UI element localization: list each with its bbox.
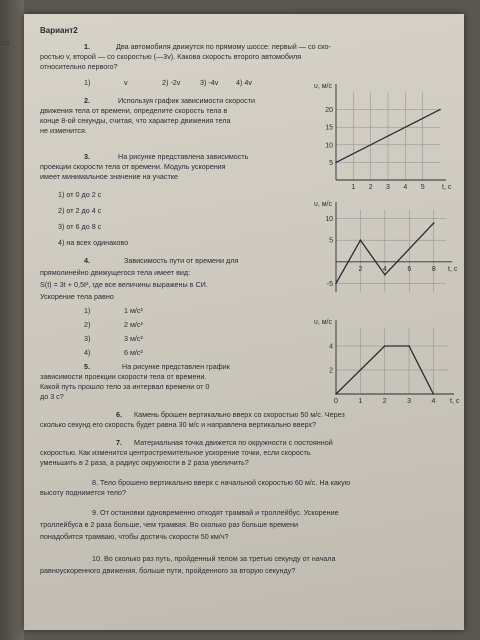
y-tick-label: 15 bbox=[325, 124, 333, 132]
question-number: 6. bbox=[116, 410, 122, 419]
question-text: высоту поднимется тело? bbox=[40, 488, 127, 497]
answer-option: 3) от 6 до 8 с bbox=[58, 222, 102, 231]
y-tick-label: 4 bbox=[329, 343, 333, 351]
desk-background-left bbox=[0, 0, 24, 640]
question-text: Используя график зависимости скорости bbox=[118, 96, 256, 105]
question-text: уменьшить в 2 раза, а радиус окружности в 2 раза увеличить? bbox=[40, 458, 249, 467]
y-axis-label: υ, м/с bbox=[314, 83, 332, 90]
question-text: движения тела от времени, определите скорость тела в bbox=[40, 106, 228, 115]
x-tick-label: 3 bbox=[386, 184, 390, 191]
neighbor-page-snippet: со bbox=[2, 40, 10, 47]
answer-option: 1 м/с² bbox=[124, 306, 143, 315]
answer-option: 1) от 0 до 2 с bbox=[58, 190, 102, 199]
y-tick-label: 5 bbox=[329, 159, 333, 167]
x-axis-label: t, c bbox=[442, 184, 452, 191]
x-tick-label: 0 bbox=[334, 398, 338, 404]
question-text: 9. От остановки одновременно отходят трамвай и троллейбус. Ускорение bbox=[92, 508, 339, 517]
y-tick-label: 10 bbox=[325, 216, 333, 224]
x-tick-label: 2 bbox=[358, 265, 363, 273]
x-tick-label: 8 bbox=[431, 265, 436, 273]
x-tick-label: 1 bbox=[358, 398, 363, 404]
answer-option: 6 м/с² bbox=[124, 348, 143, 357]
answer-option: 3) bbox=[84, 334, 91, 343]
question-number: 3. bbox=[84, 152, 90, 161]
question-text: Камень брошен вертикально вверх со скоростью 50 м/с. Через bbox=[134, 410, 345, 419]
answer-option: 4) на всех одинаково bbox=[58, 238, 129, 247]
question-text: На рисунке представлен график bbox=[122, 362, 230, 371]
question-text: Какой путь прошло тело за интервал времени от 0 bbox=[40, 382, 210, 391]
question-text: 10. Во сколько раз путь, пройденный телом за третью секунду от начала bbox=[92, 554, 336, 563]
question-text: зависимости проекции скорости тела от времени. bbox=[40, 372, 207, 381]
question-text: ростью v, второй — со скоростью (—3v). Какова скорость второго автомобиля bbox=[40, 52, 302, 61]
data-point bbox=[433, 222, 435, 224]
data-point bbox=[439, 109, 441, 111]
data-point bbox=[335, 283, 337, 285]
y-tick-label: 5 bbox=[329, 237, 333, 245]
data-point bbox=[384, 274, 386, 276]
y-tick-label: 2 bbox=[329, 367, 333, 375]
velocity-graph-1 bbox=[306, 76, 464, 196]
answer-option: v bbox=[124, 78, 128, 87]
answer-option: 3) -4v bbox=[200, 78, 219, 87]
x-tick-label: 4 bbox=[431, 398, 436, 404]
x-axis-label: t, c bbox=[448, 265, 458, 273]
question-number: 4. bbox=[84, 256, 90, 265]
question-text: 8. Тело брошено вертикально вверх с начальной скоростью 60 м/с. На какую bbox=[92, 478, 351, 487]
y-axis-label: υ, м/с bbox=[314, 319, 332, 326]
answer-option: 2) от 2 до 4 с bbox=[58, 206, 102, 215]
data-point bbox=[384, 345, 386, 347]
answer-option: 1) bbox=[84, 306, 91, 315]
question-text: относительно первого? bbox=[40, 62, 118, 71]
question-number: 7. bbox=[116, 438, 122, 447]
x-tick-label: 5 bbox=[420, 184, 425, 191]
answer-option: 4) 4v bbox=[236, 78, 252, 87]
question-text: сколько секунд его скорость будет равна 30 м/с и направлена вертикально вверх? bbox=[40, 420, 316, 429]
data-point bbox=[433, 393, 435, 395]
question-text: имеет минимальное значение на участке bbox=[40, 172, 179, 181]
answer-option: 1) bbox=[84, 78, 91, 87]
question-text: На рисунке представлена зависимость bbox=[118, 152, 249, 161]
data-point bbox=[360, 239, 362, 241]
question-number: 5. bbox=[84, 362, 90, 371]
question-text: Материальная точка движется по окружности с постоянной bbox=[134, 438, 333, 447]
question-text: скоростью. Как изменится центростремительное ускорение точки, если скорость bbox=[40, 448, 311, 457]
question-text: S(t) = 3t + 0,5t², где все величины выражены в СИ. bbox=[40, 280, 208, 289]
question-text: Ускорение тела равно bbox=[40, 292, 114, 301]
x-tick-label: 3 bbox=[407, 398, 411, 404]
question-text: до 3 с? bbox=[40, 392, 64, 401]
worksheet-page bbox=[24, 14, 464, 630]
x-tick-label: 2 bbox=[368, 184, 373, 191]
x-axis-label: t, c bbox=[450, 398, 460, 404]
x-tick-label: 1 bbox=[351, 184, 356, 191]
question-text: Зависимость пути от времени для bbox=[124, 256, 239, 265]
x-tick-label: 4 bbox=[382, 265, 387, 273]
x-tick-label: 6 bbox=[407, 265, 412, 273]
question-text: прямолинейно движущегося тела имеет вид: bbox=[40, 268, 191, 277]
question-text: равноускоренного движения, больше пути, пройденного за вторую секунду? bbox=[40, 566, 296, 575]
x-tick-label: 2 bbox=[382, 398, 387, 404]
question-text: понадобится трамваю, чтобы достичь скорости 50 км/ч? bbox=[40, 532, 229, 541]
x-tick-label: 4 bbox=[403, 184, 408, 191]
data-point bbox=[408, 345, 410, 347]
answer-option: 2) bbox=[84, 320, 91, 329]
variant-title: Вариант2 bbox=[40, 26, 78, 35]
question-text: Два автомобиля движутся по прямому шоссе: первый — со ско- bbox=[116, 42, 331, 51]
question-text: конце 8-ой секунды, считая, что характер движения тела bbox=[40, 116, 231, 125]
answer-option: 4) bbox=[84, 348, 91, 357]
y-axis-label: υ, м/с bbox=[314, 201, 332, 208]
data-point bbox=[335, 393, 337, 395]
data-point bbox=[335, 162, 337, 164]
question-text: не изменится. bbox=[40, 126, 87, 135]
answer-option: 3 м/с² bbox=[124, 334, 143, 343]
velocity-graph-3 bbox=[306, 314, 464, 404]
question-text: троллейбуса в 2 раза больше, чем трамвая. Во сколько раз больше времени bbox=[40, 520, 298, 529]
answer-option: 2) -2v bbox=[162, 78, 181, 87]
question-number: 1. bbox=[84, 42, 90, 51]
question-number: 2. bbox=[84, 96, 90, 105]
y-tick-label: 20 bbox=[325, 107, 333, 115]
y-tick-label: 10 bbox=[325, 142, 333, 150]
answer-option: 2 м/с² bbox=[124, 320, 143, 329]
velocity-graph-2 bbox=[306, 196, 464, 308]
y-tick-label: -5 bbox=[326, 280, 333, 288]
question-text: проекции скорости тела от времени. Модуль ускорения bbox=[40, 162, 226, 171]
